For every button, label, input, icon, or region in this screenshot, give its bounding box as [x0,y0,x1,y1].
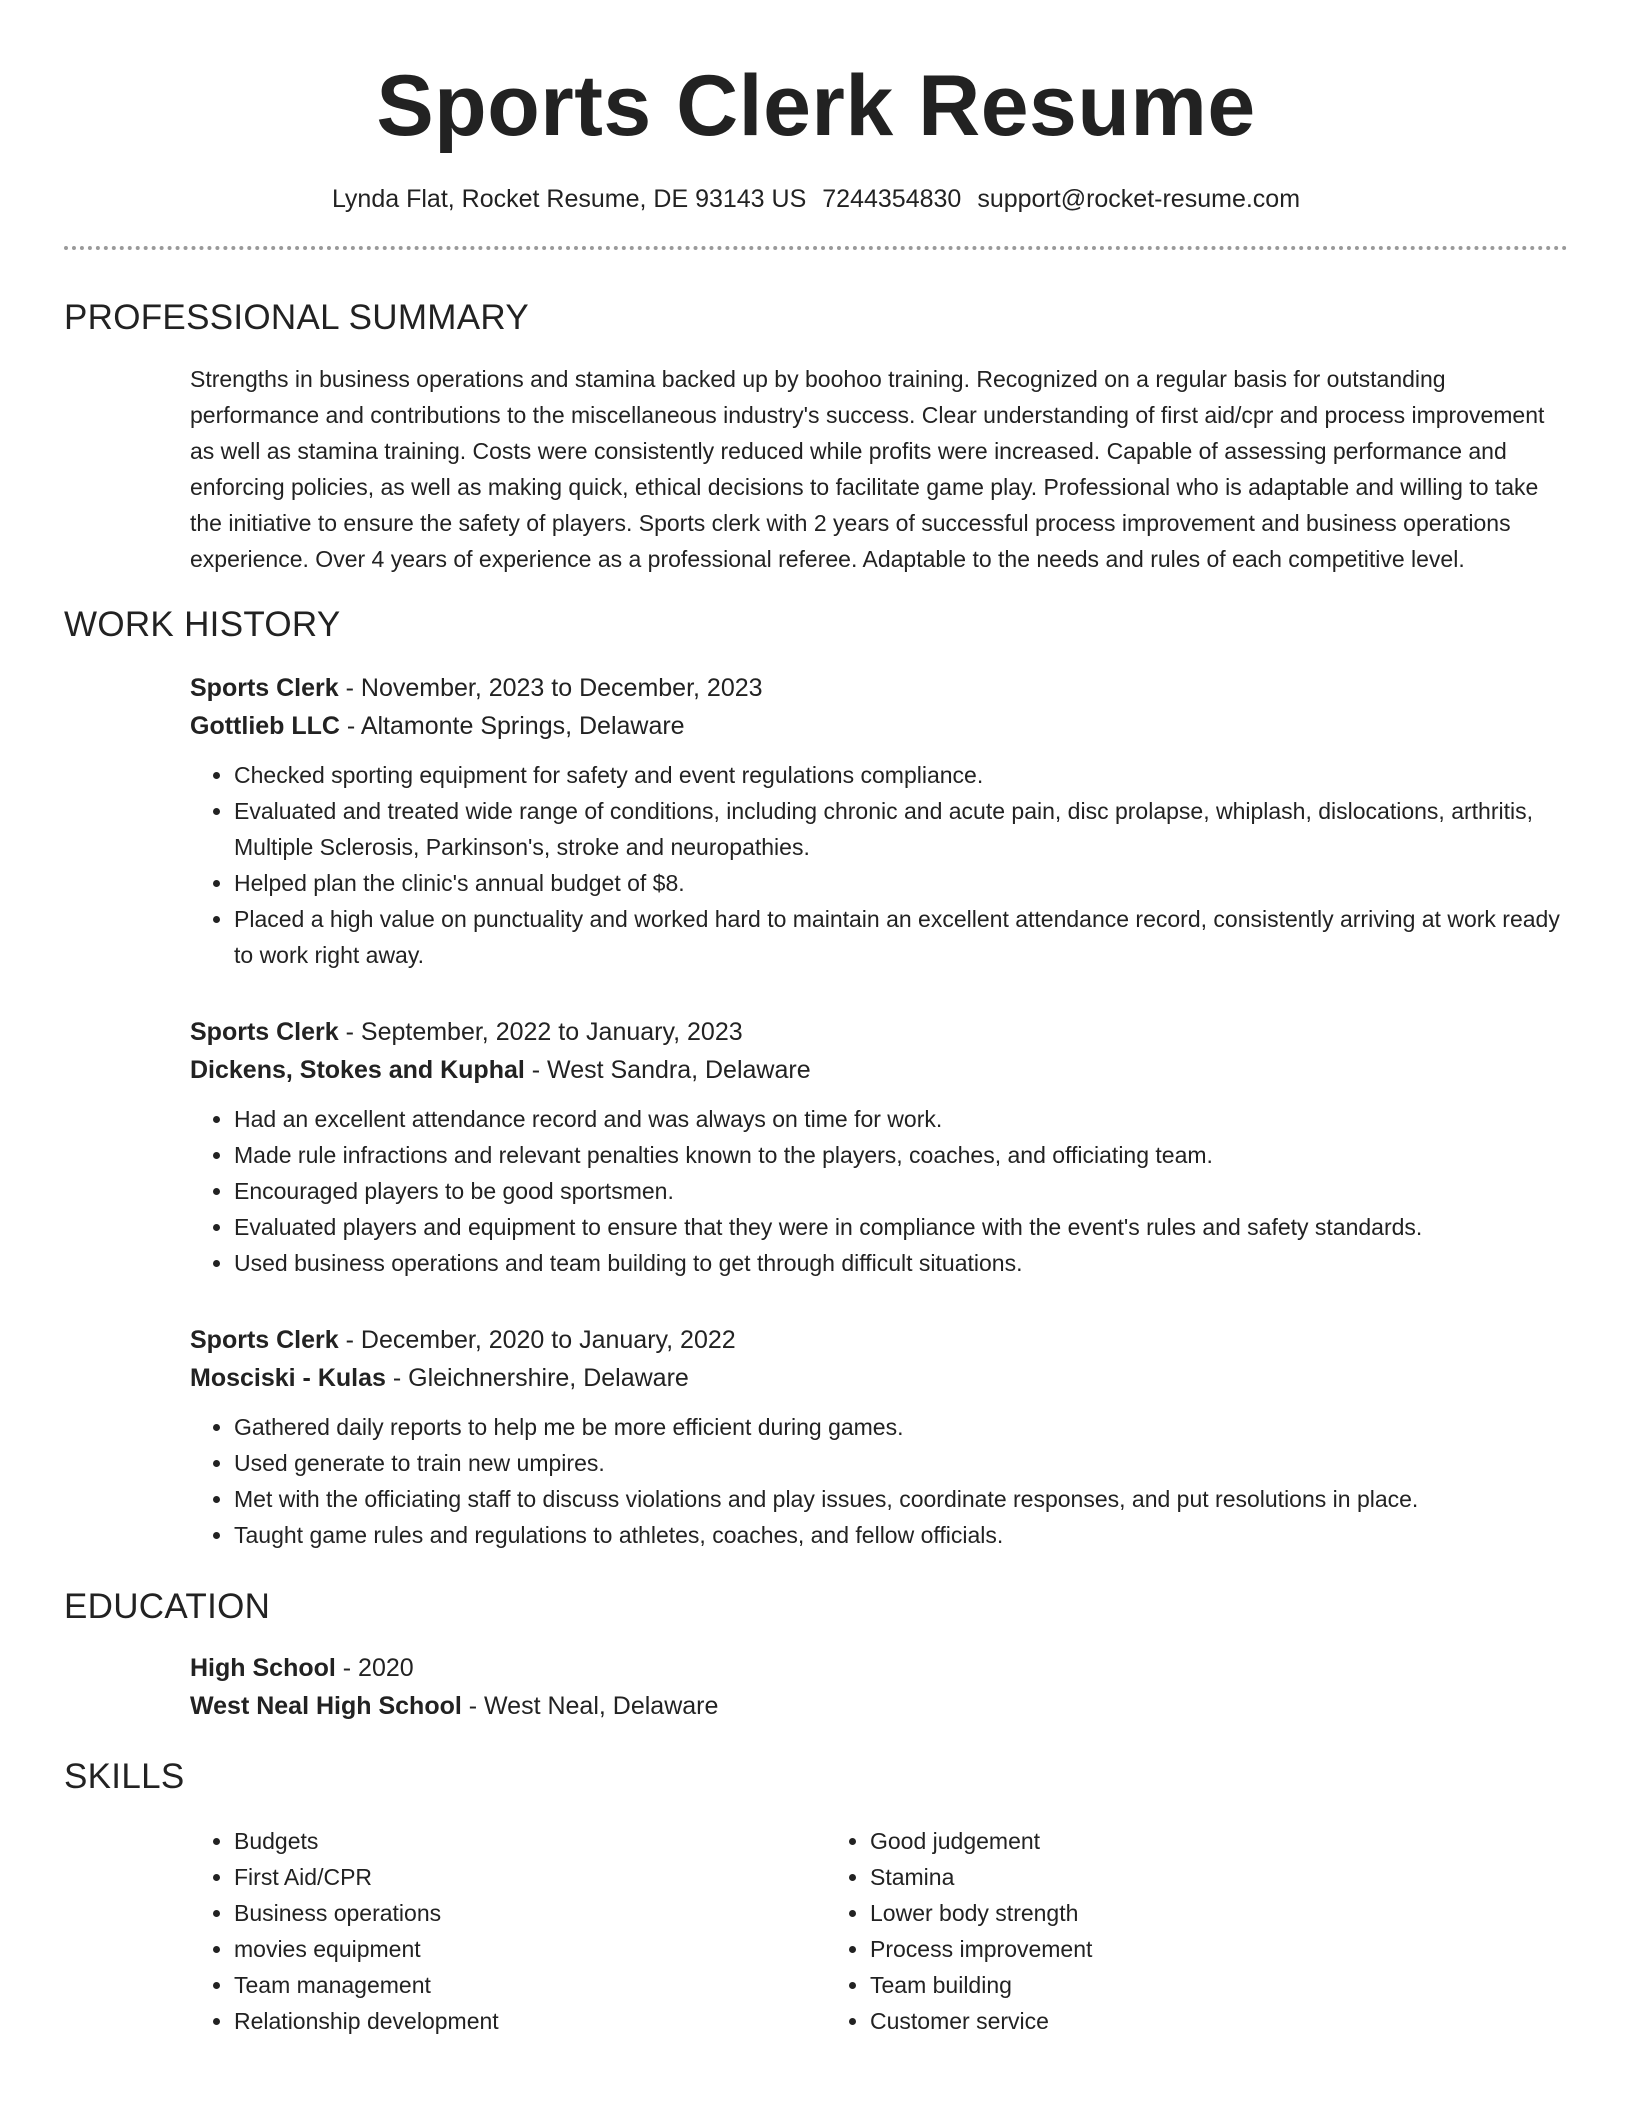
job-dates: - November, 2023 to December, 2023 [338,674,763,702]
list-item: • Gathered daily reports to help me be more efficient during games. [234,1409,1568,1445]
contact-email: support@rocket-resume.com [977,185,1301,213]
skill-item: • Team management [234,1967,826,2003]
skill-item: • Business operations [234,1895,826,1931]
education-degree-line [190,1649,1568,1687]
skills-column-left [190,1823,826,2039]
job-title-line [190,669,1568,707]
skill-item: • Relationship development [234,2003,826,2039]
skill-item: • Stamina [870,1859,1462,1895]
job-title: Sports Clerk [190,674,339,702]
job-location: - Altamonte Springs, Delaware [339,712,685,740]
list-item: • Checked sporting equipment for safety and event regulations compliance. [234,757,1568,793]
contact-phone: 7244354830 [822,185,962,213]
list-item: • Used generate to train new umpires. [234,1445,1568,1481]
job-company-line [190,1359,1568,1397]
summary-heading: PROFESSIONAL SUMMARY [64,298,529,337]
education-entry [190,1649,1568,1725]
list-item: • Helped plan the clinic's annual budget of $8. [234,865,1568,901]
list-item: • Made rule infractions and relevant penalties known to the players, coaches, and officiating team. [234,1137,1568,1173]
job-company-line [190,1051,1568,1089]
education-location: - West Neal, Delaware [461,1692,719,1720]
job-entry-1 [190,669,1568,973]
header-divider [64,246,1568,250]
list-item: • Placed a high value on punctuality and worked hard to maintain an excellent attendance record, consistently arriving at work ready to work right away. [234,901,1568,973]
list-item: • Had an excellent attendance record and was always on time for work. [234,1101,1568,1137]
education-heading: EDUCATION [64,1587,271,1626]
job-bullets [190,1409,1568,1553]
skill-item: • Lower body strength [870,1895,1462,1931]
job-bullets [190,757,1568,973]
list-item: • Evaluated players and equipment to ensure that they were in compliance with the event's rules and safety standards. [234,1209,1568,1245]
education-school: West Neal High School [190,1692,462,1720]
contact-address: Lynda Flat, Rocket Resume, DE 93143 US [331,185,807,213]
job-company: Mosciski - Kulas [190,1364,386,1392]
skill-item: • Good judgement [870,1823,1462,1859]
skills-heading: SKILLS [64,1757,185,1796]
resume-title: Sports Clerk Resume [376,58,1256,154]
skill-item: • Customer service [870,2003,1462,2039]
skills-grid [190,1823,1568,2039]
list-item: • Taught game rules and regulations to athletes, coaches, and fellow officials. [234,1517,1568,1553]
job-title-line [190,1013,1568,1051]
job-title: Sports Clerk [190,1326,339,1354]
skill-item: • Process improvement [870,1931,1462,1967]
job-entry-3 [190,1321,1568,1553]
education-year: - 2020 [335,1654,414,1682]
list-item: • Encouraged players to be good sportsmen. [234,1173,1568,1209]
contact-line [64,182,1568,216]
job-title-line [190,1321,1568,1359]
list-item: • Met with the officiating staff to discuss violations and play issues, coordinate responses, and put resolutions in place. [234,1481,1568,1517]
job-dates: - December, 2020 to January, 2022 [338,1326,736,1354]
job-bullets [190,1101,1568,1281]
job-title: Sports Clerk [190,1018,339,1046]
job-dates: - September, 2022 to January, 2023 [338,1018,743,1046]
job-company: Dickens, Stokes and Kuphal [190,1056,525,1084]
job-location: - West Sandra, Delaware [524,1056,811,1084]
skill-item: • movies equipment [234,1931,826,1967]
job-location: - Gleichnershire, Delaware [385,1364,689,1392]
education-school-line [190,1687,1568,1725]
job-company-line [190,707,1568,745]
education-degree: High School [190,1654,336,1682]
job-entry-2 [190,1013,1568,1281]
skill-item: • Budgets [234,1823,826,1859]
skill-item: • Team building [870,1967,1462,2003]
list-item: • Used business operations and team building to get through difficult situations. [234,1245,1568,1281]
list-item: • Evaluated and treated wide range of conditions, including chronic and acute pain, disc prolapse, whiplash, dislocations, arthritis, Multiple Sclerosis, Parkinson's, stroke and neuropathies. [234,793,1568,865]
summary-text: Strengths in business operations and stamina backed up by boohoo training. Recognized on a regular basis for outstanding performance and contributions to the miscellaneous industry's success. Clear understanding of first aid/cpr and process improvement as well as stamina training. Costs were consistently reduced while profits were increased. Capable of assessing performance and enforcing policies, as well as making quick, ethical decisions to facilitate game play. Professional who is adaptable and willing to take the initiative to ensure the safety of players. Sports clerk with 2 years of successful process improvement and business operations experience. Over 4 years of experience as a professional referee. Adaptable to the needs and rules of each competitive level. [190,366,1545,572]
job-company: Gottlieb LLC [190,712,340,740]
work-history-heading: WORK HISTORY [64,605,341,644]
skill-item: • First Aid/CPR [234,1859,826,1895]
skills-column-right [826,1823,1462,2039]
